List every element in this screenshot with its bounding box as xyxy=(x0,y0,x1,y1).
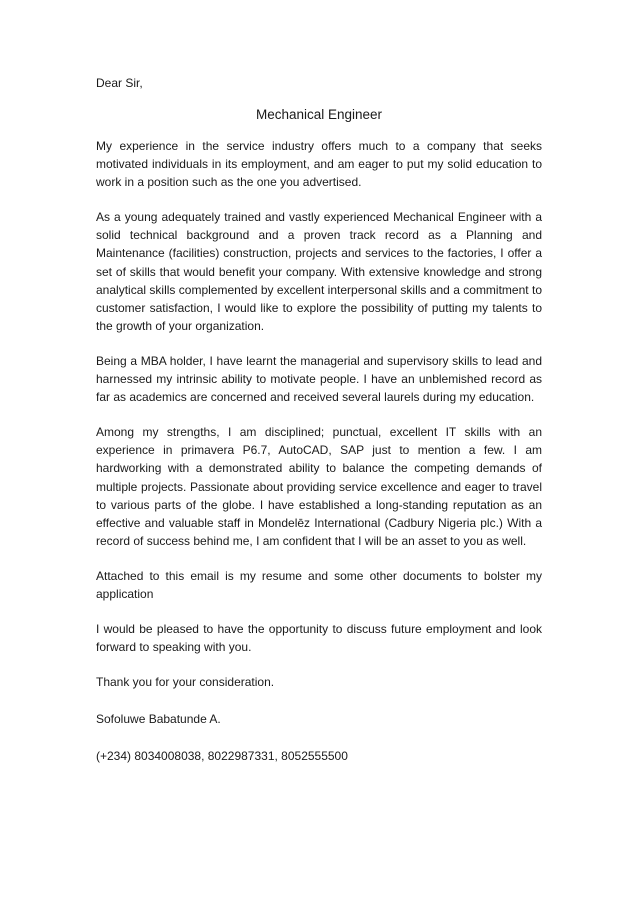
paragraph-strengths: Among my strengths, I am disciplined; punctual, excellent IT skills with an experience in primavera P6.7, AutoCAD, SAP just to mention a few. I am hardworking with a demonstrated ability to balance the competing demands of multiple projects. Passionate about providing service excellence and eager to travel to various parts of the globe. I have established a long-standing reputation as an effective and valuable staff in Mondelēz International (Cadbury Nigeria plc.) With a record of success behind me, I am confident that I will be an asset to you as well. xyxy=(96,425,542,548)
paragraph-attachments: Attached to this email is my resume and some other documents to bolster my application xyxy=(96,568,542,601)
paragraph-interview: I would be pleased to have the opportunity to discuss future employment and look forward to speaking with you. xyxy=(96,622,542,655)
paragraph-intro: My experience in the service industry offers much to a company that seeks motivated individuals in its employment, and am eager to put my solid education to work in a position such as the one you advertised. xyxy=(96,139,542,190)
paragraph-background: As a young adequately trained and vastly experienced Mechanical Engineer with a solid technical background and a proven track record as a Planning and Maintenance (facilities) construction, projects and services to the factories, I offer a set of skills that would benefit your company. With extensive knowledge and strong analytical skills complemented by excellent interpersonal skills and a commitment to customer satisfaction, I would like to explore the possibility of putting my talents to the growth of your organization. xyxy=(96,210,542,333)
letter-body xyxy=(96,74,542,784)
salutation: Dear Sir, xyxy=(96,76,143,90)
letter-title: Mechanical Engineer xyxy=(255,107,383,122)
phone-numbers: (+234) 8034008038, 8022987331, 8052555500 xyxy=(96,749,348,764)
closing: Thank you for your consideration. xyxy=(96,675,275,690)
paragraph-education: Being a MBA holder, I have learnt the managerial and supervisory skills to lead and harnessed my intrinsic ability to motivate people. I have an unblemished record as far as academics are concerned and received several laurels during my education. xyxy=(96,353,542,405)
signature-name: Sofoluwe Babatunde A. xyxy=(96,712,221,727)
